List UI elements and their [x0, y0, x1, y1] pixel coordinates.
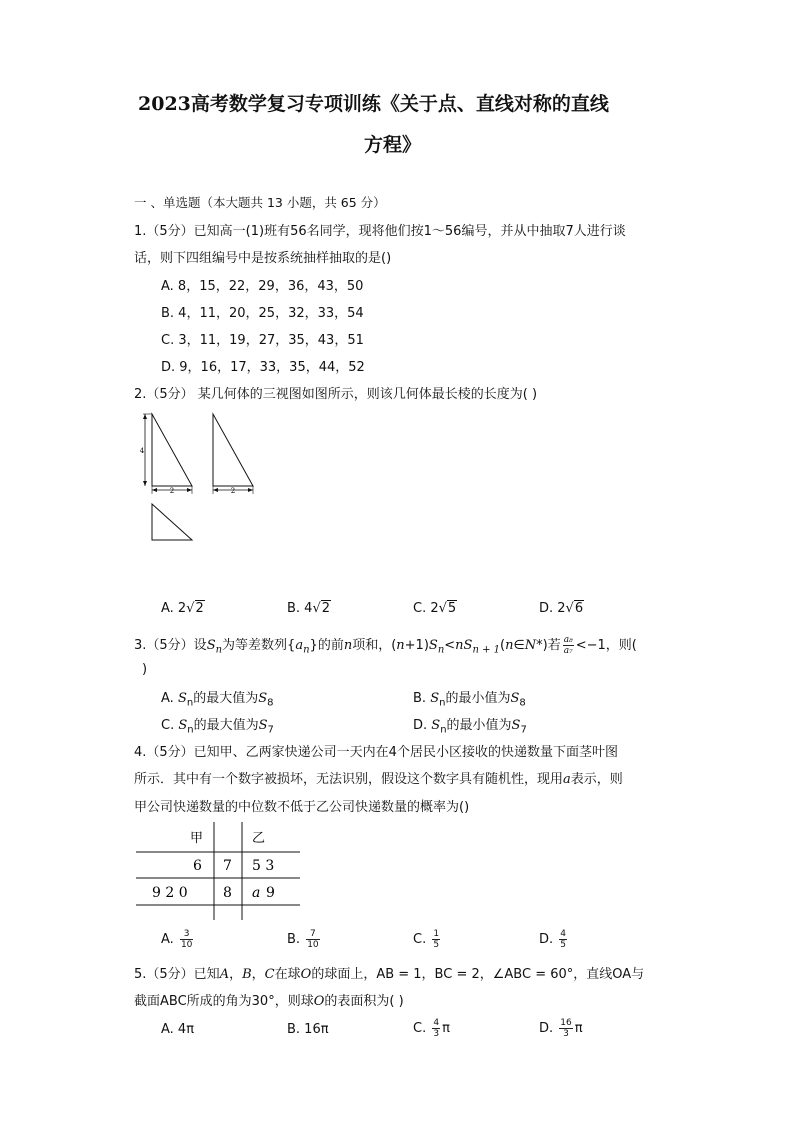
table-head-right: 乙	[252, 831, 266, 846]
base-label-front: 2	[169, 487, 175, 495]
q2-three-view-figure	[140, 408, 265, 548]
q5-stem-line2: 截面ABC所成的角为30°，则球O的表面积为( )	[134, 994, 404, 1009]
section-heading: 一 、单选题（本大题共 13 小题，共 65 分）	[134, 195, 386, 210]
row1-right: 5 3	[252, 858, 275, 874]
q2-option-b: B. 4√2	[287, 601, 331, 616]
row2-right-var: a	[252, 885, 261, 901]
q2-option-c: C. 2√5	[413, 601, 457, 616]
q1-option-d: D. 9，16，17，33，35，44，52	[161, 360, 365, 375]
side-view-triangle	[213, 414, 253, 486]
row1-left: 6	[193, 858, 202, 874]
base-label-side: 2	[230, 487, 236, 495]
q2-stem: 2.（5分） 某几何体的三视图如图所示，则该几何体最长棱的长度为( )	[134, 387, 538, 402]
top-view-triangle	[152, 504, 192, 540]
q3-fraction: $\frac{\text{a₈}}{\text{a₇}}$	[563, 635, 573, 656]
q3-option-d: D. $S_n$的最小值为$S_7$	[413, 718, 527, 736]
table-head-left: 甲	[190, 831, 204, 846]
q1-option-a: A. 8，15，22，29，36，43，50	[161, 279, 364, 294]
doc-title-line2: 方程》	[364, 134, 422, 156]
q2-option-d: D. 2√6	[539, 601, 584, 616]
q3-stem-line2: )	[142, 662, 148, 677]
q3-option-a: A. $S_n$的最大值为$S_8$	[161, 691, 274, 709]
row2-right: 9	[266, 885, 275, 901]
q1-stem-line1: 1.（5分）已知高一(1)班有56名同学，现将他们按1～56编号，并从中抽取7人进行谈	[134, 224, 626, 239]
front-view-triangle	[152, 414, 192, 486]
q4-stem-line1: 4.（5分）已知甲、乙两家快递公司一天内在4个居民小区接收的快递数量下面茎叶图	[134, 745, 618, 760]
q5-stem-line1: 5.（5分）已知A，B，C在球O的球面上，AB = 1，BC = 2，∠ABC = 60°，直线OA与	[134, 967, 645, 982]
q3-option-b: B. $S_n$的最小值为$S_8$	[413, 691, 526, 709]
q1-stem-line2: 话，则下四组编号中是按系统抽样抽取的是()	[134, 251, 392, 266]
q4-option-c: C. $\frac{1}{5}$	[413, 929, 440, 950]
q1-option-c: C. 3，11，19，27，35，43，51	[161, 333, 364, 348]
q4-option-d: D. $\frac{4}{5}$	[539, 929, 567, 950]
doc-title-line1: 2023高考数学复习专项训练《关于点、直线对称的直线	[138, 93, 609, 115]
q4-option-b: B. $\frac{7}{10}$	[287, 929, 319, 950]
q4-stem-line2: 所示．其中有一个数字被损坏，无法识别，假设这个数字具有随机性，现用a表示，则	[134, 772, 623, 787]
q3-stem-line1: 3.（5分）设$S_n$为等差数列$\{a_n\}$的前n项和，$(n+1)S_n<nS_{n + 1}(n\in N*)$若 $\frac{\text{a₈}}{\text{a₇}}$ <−1，则(	[134, 635, 637, 656]
q5-option-c: C. $\frac{4}{3}$ π	[413, 1018, 450, 1039]
q5-option-b: B. 16π	[287, 1022, 329, 1037]
height-label: 4	[140, 447, 145, 455]
q3-option-c: C. $S_n$的最大值为$S_7$	[161, 718, 274, 736]
q5-option-d: D. $\frac{16}{3}$ π	[539, 1018, 583, 1039]
q4-stem-leaf-table	[134, 822, 304, 922]
row2-left: 9 2 0	[152, 885, 188, 901]
q5-option-a: A. 4π	[161, 1022, 195, 1037]
q2-option-a: A. 2√2	[161, 601, 204, 616]
q4-stem-line3: 甲公司快递数量的中位数不低于乙公司快递数量的概率为()	[134, 800, 470, 815]
row1-stem: 7	[223, 858, 232, 874]
row2-stem: 8	[223, 885, 232, 901]
q4-option-a: A. $\frac{3}{10}$	[161, 929, 193, 950]
q1-option-b: B. 4，11，20，25，32，33，54	[161, 306, 364, 321]
